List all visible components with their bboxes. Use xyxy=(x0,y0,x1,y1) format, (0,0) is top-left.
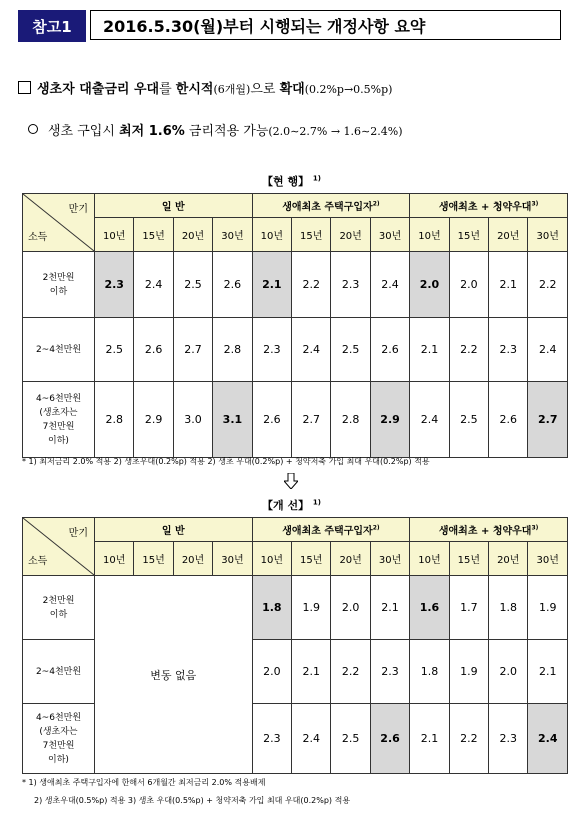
rate-cell: 2.5 xyxy=(331,704,370,774)
rate-cell: 2.2 xyxy=(292,252,331,318)
year-header: 10년 xyxy=(95,542,134,576)
year-header: 10년 xyxy=(252,218,291,252)
year-header: 30년 xyxy=(370,218,409,252)
income-row-label xyxy=(23,318,95,382)
rate-cell: 2.1 xyxy=(410,318,449,382)
table-row xyxy=(23,318,568,382)
group-header-first-time: 생애최초 주택구입자$^{2)}$ xyxy=(252,518,410,542)
group-header-general: 일 반 xyxy=(95,518,253,542)
year-header: 10년 xyxy=(252,542,291,576)
income-row-label xyxy=(23,704,95,774)
year-header-row xyxy=(23,218,568,252)
year-header: 10년 xyxy=(410,542,449,576)
rate-cell: 2.4 xyxy=(292,318,331,382)
rate-cell: 2.1 xyxy=(252,252,291,318)
summary-line: 생초자 대출금리 우대를 한시적(6개월)으로 확대(0.2%p→0.5%p) xyxy=(18,78,392,97)
table-row xyxy=(23,252,568,318)
rate-cell: 3.1 xyxy=(213,382,252,458)
rate-cell: 2.7 xyxy=(292,382,331,458)
year-header: 30년 xyxy=(213,218,252,252)
year-header: 20년 xyxy=(331,542,370,576)
row-label-line: 이하 xyxy=(49,609,68,620)
rate-cell: 2.1 xyxy=(370,576,409,640)
row-label-line: 7천만원 xyxy=(42,740,75,751)
rate-cell: 2.0 xyxy=(252,640,291,704)
year-header: 15년 xyxy=(449,542,488,576)
rate-cell: 2.2 xyxy=(449,704,488,774)
rate-cell: 2.6 xyxy=(370,318,409,382)
year-header: 30년 xyxy=(528,218,568,252)
table-corner: 만기 소득 xyxy=(23,518,95,576)
current-rate-table xyxy=(22,193,568,458)
rate-cell: 2.5 xyxy=(95,318,134,382)
rate-cell: 2.1 xyxy=(528,640,568,704)
rate-cell: 2.5 xyxy=(173,252,212,318)
year-header: 30년 xyxy=(370,542,409,576)
row-label-line: 이하) xyxy=(48,435,69,446)
page-title: 2016.5.30(월)부터 시행되는 개정사항 요약 xyxy=(90,10,561,40)
year-header: 30년 xyxy=(213,542,252,576)
rate-cell: 2.6 xyxy=(489,382,528,458)
rate-cell: 2.6 xyxy=(252,382,291,458)
income-row-label xyxy=(23,576,95,640)
row-label-line: 4~6천만원 xyxy=(35,712,82,723)
detail-line: 생초 구입시 최저 1.6% 금리적용 가능(2.0∼2.7% → 1.6∼2.4%) xyxy=(28,120,403,139)
rate-cell: 2.4 xyxy=(528,318,568,382)
year-header: 20년 xyxy=(331,218,370,252)
row-label-line: 이하) xyxy=(48,754,69,765)
improved-section-label: 【개 선】 $^{1)}$ xyxy=(261,498,321,512)
rate-cell: 2.3 xyxy=(489,704,528,774)
rate-cell: 1.7 xyxy=(449,576,488,640)
year-header: 20년 xyxy=(173,542,212,576)
table-corner: 만기 소득 xyxy=(23,194,95,252)
year-header: 15년 xyxy=(292,542,331,576)
rate-cell: 2.9 xyxy=(370,382,409,458)
table-row xyxy=(23,576,568,640)
rate-cell: 2.1 xyxy=(410,704,449,774)
rate-cell: 1.6 xyxy=(410,576,449,640)
year-header: 15년 xyxy=(134,542,173,576)
rate-cell: 2.3 xyxy=(331,252,370,318)
reference-badge: 참고1 xyxy=(18,10,86,42)
rate-cell: 2.6 xyxy=(213,252,252,318)
rate-cell: 2.2 xyxy=(331,640,370,704)
rate-cell: 2.2 xyxy=(528,252,568,318)
rate-cell: 2.8 xyxy=(95,382,134,458)
rate-cell: 2.6 xyxy=(134,318,173,382)
rate-cell: 2.8 xyxy=(331,382,370,458)
no-change-cell: 변동 없음 xyxy=(95,576,253,774)
group-header-first-time-savings: 생애최초 + 청약우대$^{3)}$ xyxy=(410,194,568,218)
rate-cell: 2.0 xyxy=(331,576,370,640)
table-row xyxy=(23,382,568,458)
group-header-first-time: 생애최초 주택구입자$^{2)}$ xyxy=(252,194,410,218)
row-label-line: 2천만원 xyxy=(42,272,75,283)
row-label-line: 2~4천만원 xyxy=(35,666,82,677)
group-header-first-time-savings: 생애최초 + 청약우대$^{3)}$ xyxy=(410,518,568,542)
rate-cell: 2.4 xyxy=(292,704,331,774)
year-header: 15년 xyxy=(449,218,488,252)
rate-cell: 2.8 xyxy=(213,318,252,382)
rate-cell: 2.0 xyxy=(410,252,449,318)
rate-cell: 2.6 xyxy=(370,704,409,774)
income-row-label xyxy=(23,382,95,458)
header xyxy=(18,10,563,42)
rate-cell: 2.2 xyxy=(449,318,488,382)
rate-cell: 2.7 xyxy=(173,318,212,382)
rate-cell: 1.9 xyxy=(292,576,331,640)
rate-cell: 2.4 xyxy=(370,252,409,318)
year-header: 20년 xyxy=(173,218,212,252)
rate-cell: 2.1 xyxy=(489,252,528,318)
circle-bullet-icon xyxy=(28,124,38,134)
improved-footnote-2: 2) 생초우대(0.5%p) 적용 3) 생초 우대(0.5%p) + 청약저축 가입 최대 우대(0.2%p) 적용 xyxy=(34,796,351,805)
rate-cell: 2.7 xyxy=(528,382,568,458)
year-header: 30년 xyxy=(528,542,568,576)
year-header: 15년 xyxy=(134,218,173,252)
rate-cell: 2.0 xyxy=(489,640,528,704)
year-header: 15년 xyxy=(292,218,331,252)
row-label-line: 2~4천만원 xyxy=(35,344,82,355)
improved-rate-table xyxy=(22,517,568,774)
row-label-line: (생초자는 xyxy=(39,726,78,737)
square-bullet-icon xyxy=(18,81,31,94)
year-header-row xyxy=(23,542,568,576)
rate-cell: 1.8 xyxy=(489,576,528,640)
rate-cell: 1.8 xyxy=(410,640,449,704)
row-label-line: 2천만원 xyxy=(42,595,75,606)
rate-cell: 2.4 xyxy=(410,382,449,458)
income-row-label xyxy=(23,640,95,704)
row-label-line: 4~6천만원 xyxy=(35,393,82,404)
row-label-line: 7천만원 xyxy=(42,421,75,432)
row-label-line: 이하 xyxy=(49,286,68,297)
rate-cell: 2.3 xyxy=(489,318,528,382)
rate-cell: 2.5 xyxy=(331,318,370,382)
rate-cell: 2.5 xyxy=(449,382,488,458)
group-header-general: 일 반 xyxy=(95,194,253,218)
rate-cell: 2.9 xyxy=(134,382,173,458)
year-header: 10년 xyxy=(95,218,134,252)
rate-cell: 2.0 xyxy=(449,252,488,318)
year-header: 20년 xyxy=(489,218,528,252)
rate-cell: 3.0 xyxy=(173,382,212,458)
current-section-label: 【현 행】 $^{1)}$ xyxy=(261,174,321,188)
current-footnote: * 1) 최저금리 2.0% 적용 2) 생초우대(0.2%p) 적용 2) 생초 우대(0.2%p) + 청약저축 가입 최대 우대(0.2%p) 적용 xyxy=(22,457,430,466)
rate-cell: 2.3 xyxy=(95,252,134,318)
improved-footnote-1: * 1) 생애최초 주택구입자에 한해서 6개월간 최저금리 2.0% 적용배제 xyxy=(22,778,266,787)
rate-cell: 2.3 xyxy=(370,640,409,704)
down-arrow-icon xyxy=(284,473,298,489)
rate-cell: 2.4 xyxy=(528,704,568,774)
rate-cell: 2.3 xyxy=(252,704,291,774)
row-label-line: (생초자는 xyxy=(39,407,78,418)
rate-cell: 1.8 xyxy=(252,576,291,640)
rate-cell: 2.1 xyxy=(292,640,331,704)
income-row-label xyxy=(23,252,95,318)
rate-cell: 1.9 xyxy=(528,576,568,640)
year-header: 20년 xyxy=(489,542,528,576)
rate-cell: 2.4 xyxy=(134,252,173,318)
rate-cell: 2.3 xyxy=(252,318,291,382)
year-header: 10년 xyxy=(410,218,449,252)
rate-cell: 1.9 xyxy=(449,640,488,704)
